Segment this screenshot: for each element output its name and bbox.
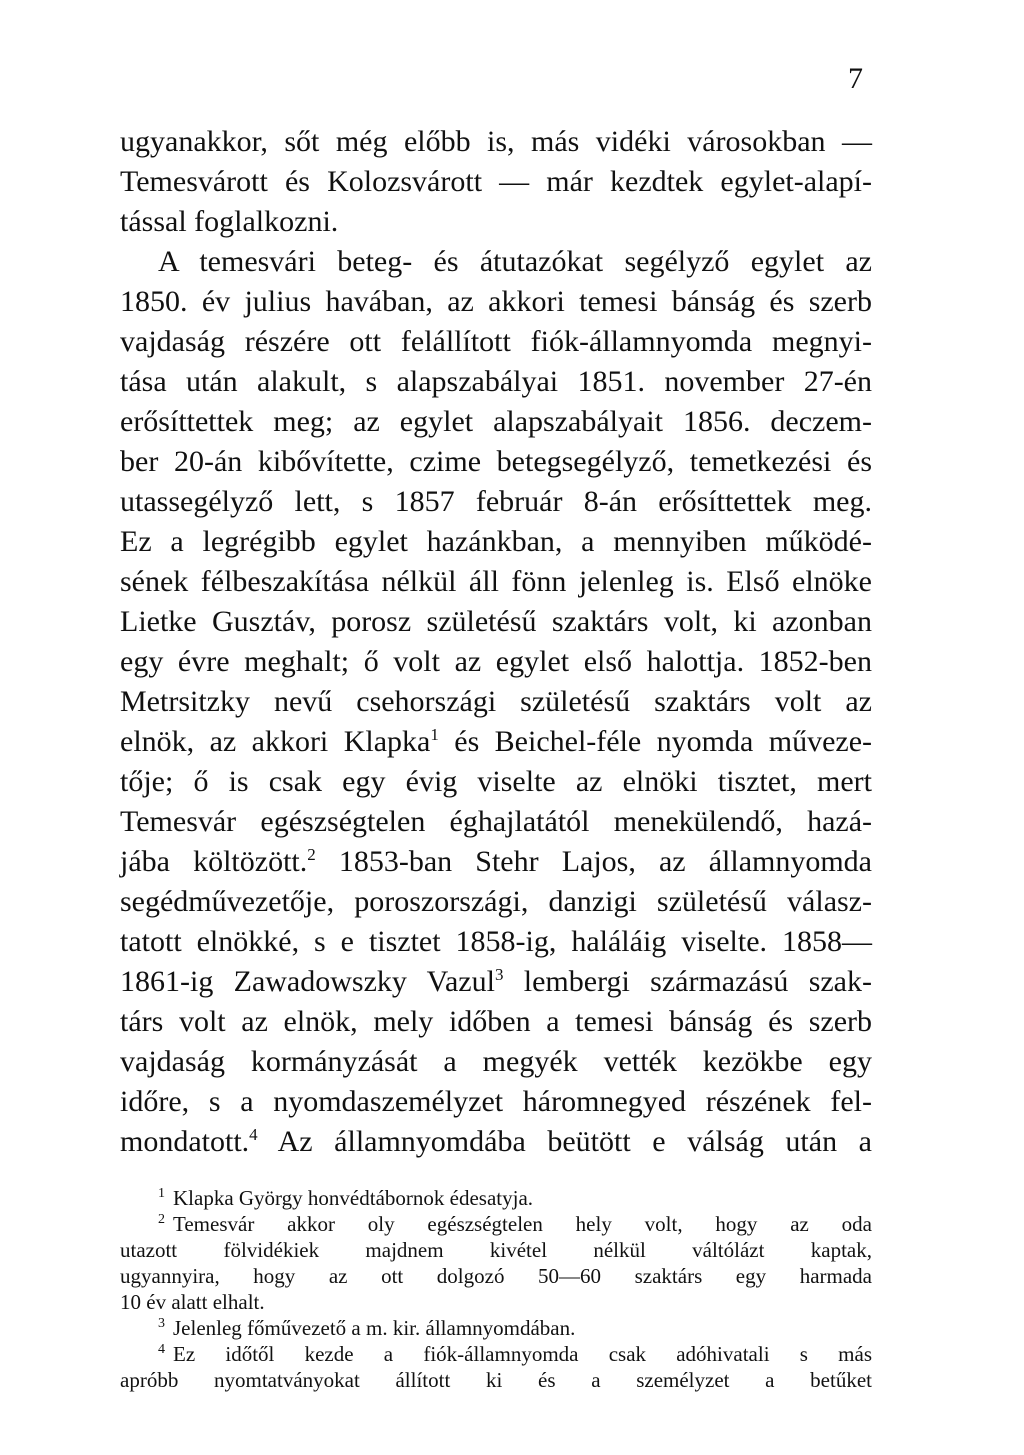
body-line: időre, s a nyomdaszemélyzet háromnegyed részének fel- bbox=[120, 1085, 872, 1118]
page-number: 7 bbox=[848, 62, 863, 95]
body-line: segédművezetője, poroszországi, danzigi születésű válasz- bbox=[120, 885, 872, 918]
body-line: Ez a legrégibb egylet hazánkban, a mennyiben működé- bbox=[120, 525, 872, 558]
footnote-line: utazott fölvidékiek majdnem kivétel nélkül váltólázt kaptak, bbox=[120, 1238, 872, 1262]
footnote-4 bbox=[158, 1341, 872, 1367]
body-line-text: 1861-ig Zawadowszky Vazul bbox=[120, 965, 495, 998]
body-line bbox=[120, 722, 872, 762]
footnote-ref-1: 1 bbox=[430, 725, 439, 744]
footnote-ref-4: 4 bbox=[249, 1125, 258, 1144]
footnote-1 bbox=[158, 1185, 872, 1211]
footnote-mark: 1 bbox=[158, 1186, 165, 1201]
body-line: tása után alakult, s alapszabályai 1851. november 27-én bbox=[120, 365, 872, 398]
footnote-line: apróbb nyomtatványokat állított ki és a személyzet a betűket bbox=[120, 1368, 872, 1392]
body-line: társ volt az elnök, mely időben a temesi bánság és szerb bbox=[120, 1005, 872, 1038]
body-line: Temesvár egészségtelen éghajlatától menekülendő, hazá- bbox=[120, 805, 872, 838]
footnote-mark: 2 bbox=[158, 1212, 165, 1227]
footnote-line: 10 év alatt elhalt. bbox=[120, 1290, 265, 1314]
body-line-text: Az államnyomdába beütött e válság után a bbox=[257, 1125, 872, 1158]
footnote-text: Temesvár akkor oly egészségtelen hely volt, hogy az oda bbox=[173, 1212, 872, 1236]
body-line: utassegélyző lett, s 1857 február 8-án erősíttettek meg. bbox=[120, 485, 872, 518]
body-line: erősíttettek meg; az egylet alapszabályait 1856. deczem- bbox=[120, 405, 872, 438]
body-line: vajdaság részére ott felállított fiók-államnyomda megnyi- bbox=[120, 325, 872, 358]
footnote-line: ugyannyira, hogy az ott dolgozó 50—60 szaktárs egy harmada bbox=[120, 1264, 872, 1288]
body-line: Metrsitzky nevű csehországi születésű szaktárs volt az bbox=[120, 685, 872, 718]
footnote-3 bbox=[158, 1315, 872, 1341]
footnote-text: Ez időtől kezde a fiók-államnyomda csak adóhivatali s más bbox=[173, 1342, 872, 1366]
body-line: Temesvárott és Kolozsvárott — már kezdtek egylet-alapí- bbox=[120, 165, 872, 198]
footnote-mark: 4 bbox=[158, 1342, 165, 1357]
body-line: A temesvári beteg- és átutazókat segélyző egylet az bbox=[158, 245, 872, 278]
body-line: ugyanakkor, sőt még előbb is, más vidéki városokban — bbox=[120, 125, 872, 158]
footnote-mark: 3 bbox=[158, 1316, 165, 1331]
body-line: tással foglalkozni. bbox=[120, 205, 339, 238]
footnote-ref-3: 3 bbox=[494, 965, 504, 984]
footnote-text: Klapka György honvédtábornok édesatyja. bbox=[173, 1186, 534, 1210]
body-line-text: mondatott. bbox=[120, 1125, 250, 1158]
body-line: ber 20-án kibővítette, czime betegsegélyző, temetkezési és bbox=[120, 445, 872, 478]
footnote-ref-2: 2 bbox=[307, 845, 316, 864]
body-line: egy évre meghalt; ő volt az egylet első halottja. 1852-ben bbox=[120, 645, 872, 678]
footnote-text: Jelenleg főművezető a m. kir. államnyomdában. bbox=[173, 1316, 576, 1340]
body-line: tője; ő is csak egy évig viselte az elnöki tisztet, mert bbox=[120, 765, 872, 798]
body-line: vajdaság kormányzását a megyék vették kezökbe egy bbox=[120, 1045, 872, 1078]
body-line-text: 1853-ban Stehr Lajos, az államnyomda bbox=[315, 845, 872, 878]
body-line bbox=[120, 842, 872, 882]
body-line: sének félbeszakítása nélkül áll fönn jelenleg is. Első elnöke bbox=[120, 565, 872, 598]
body-line-text: elnök, az akkori Klapka bbox=[120, 725, 431, 758]
body-line bbox=[120, 1122, 872, 1162]
footnote-2 bbox=[158, 1211, 872, 1237]
body-line-text: lembergi származású szak- bbox=[503, 965, 872, 998]
body-line: 1850. év julius havában, az akkori temesi bánság és szerb bbox=[120, 285, 872, 318]
body-line-text: jába költözött. bbox=[120, 845, 308, 878]
body-line: tatott elnökké, s e tisztet 1858-ig, haláláig viselte. 1858— bbox=[120, 925, 872, 958]
body-line-text: és Beichel-féle nyomda műveze- bbox=[438, 725, 872, 758]
body-line: Lietke Gusztáv, porosz születésű szaktárs volt, ki azonban bbox=[120, 605, 872, 638]
body-line bbox=[120, 962, 872, 1002]
